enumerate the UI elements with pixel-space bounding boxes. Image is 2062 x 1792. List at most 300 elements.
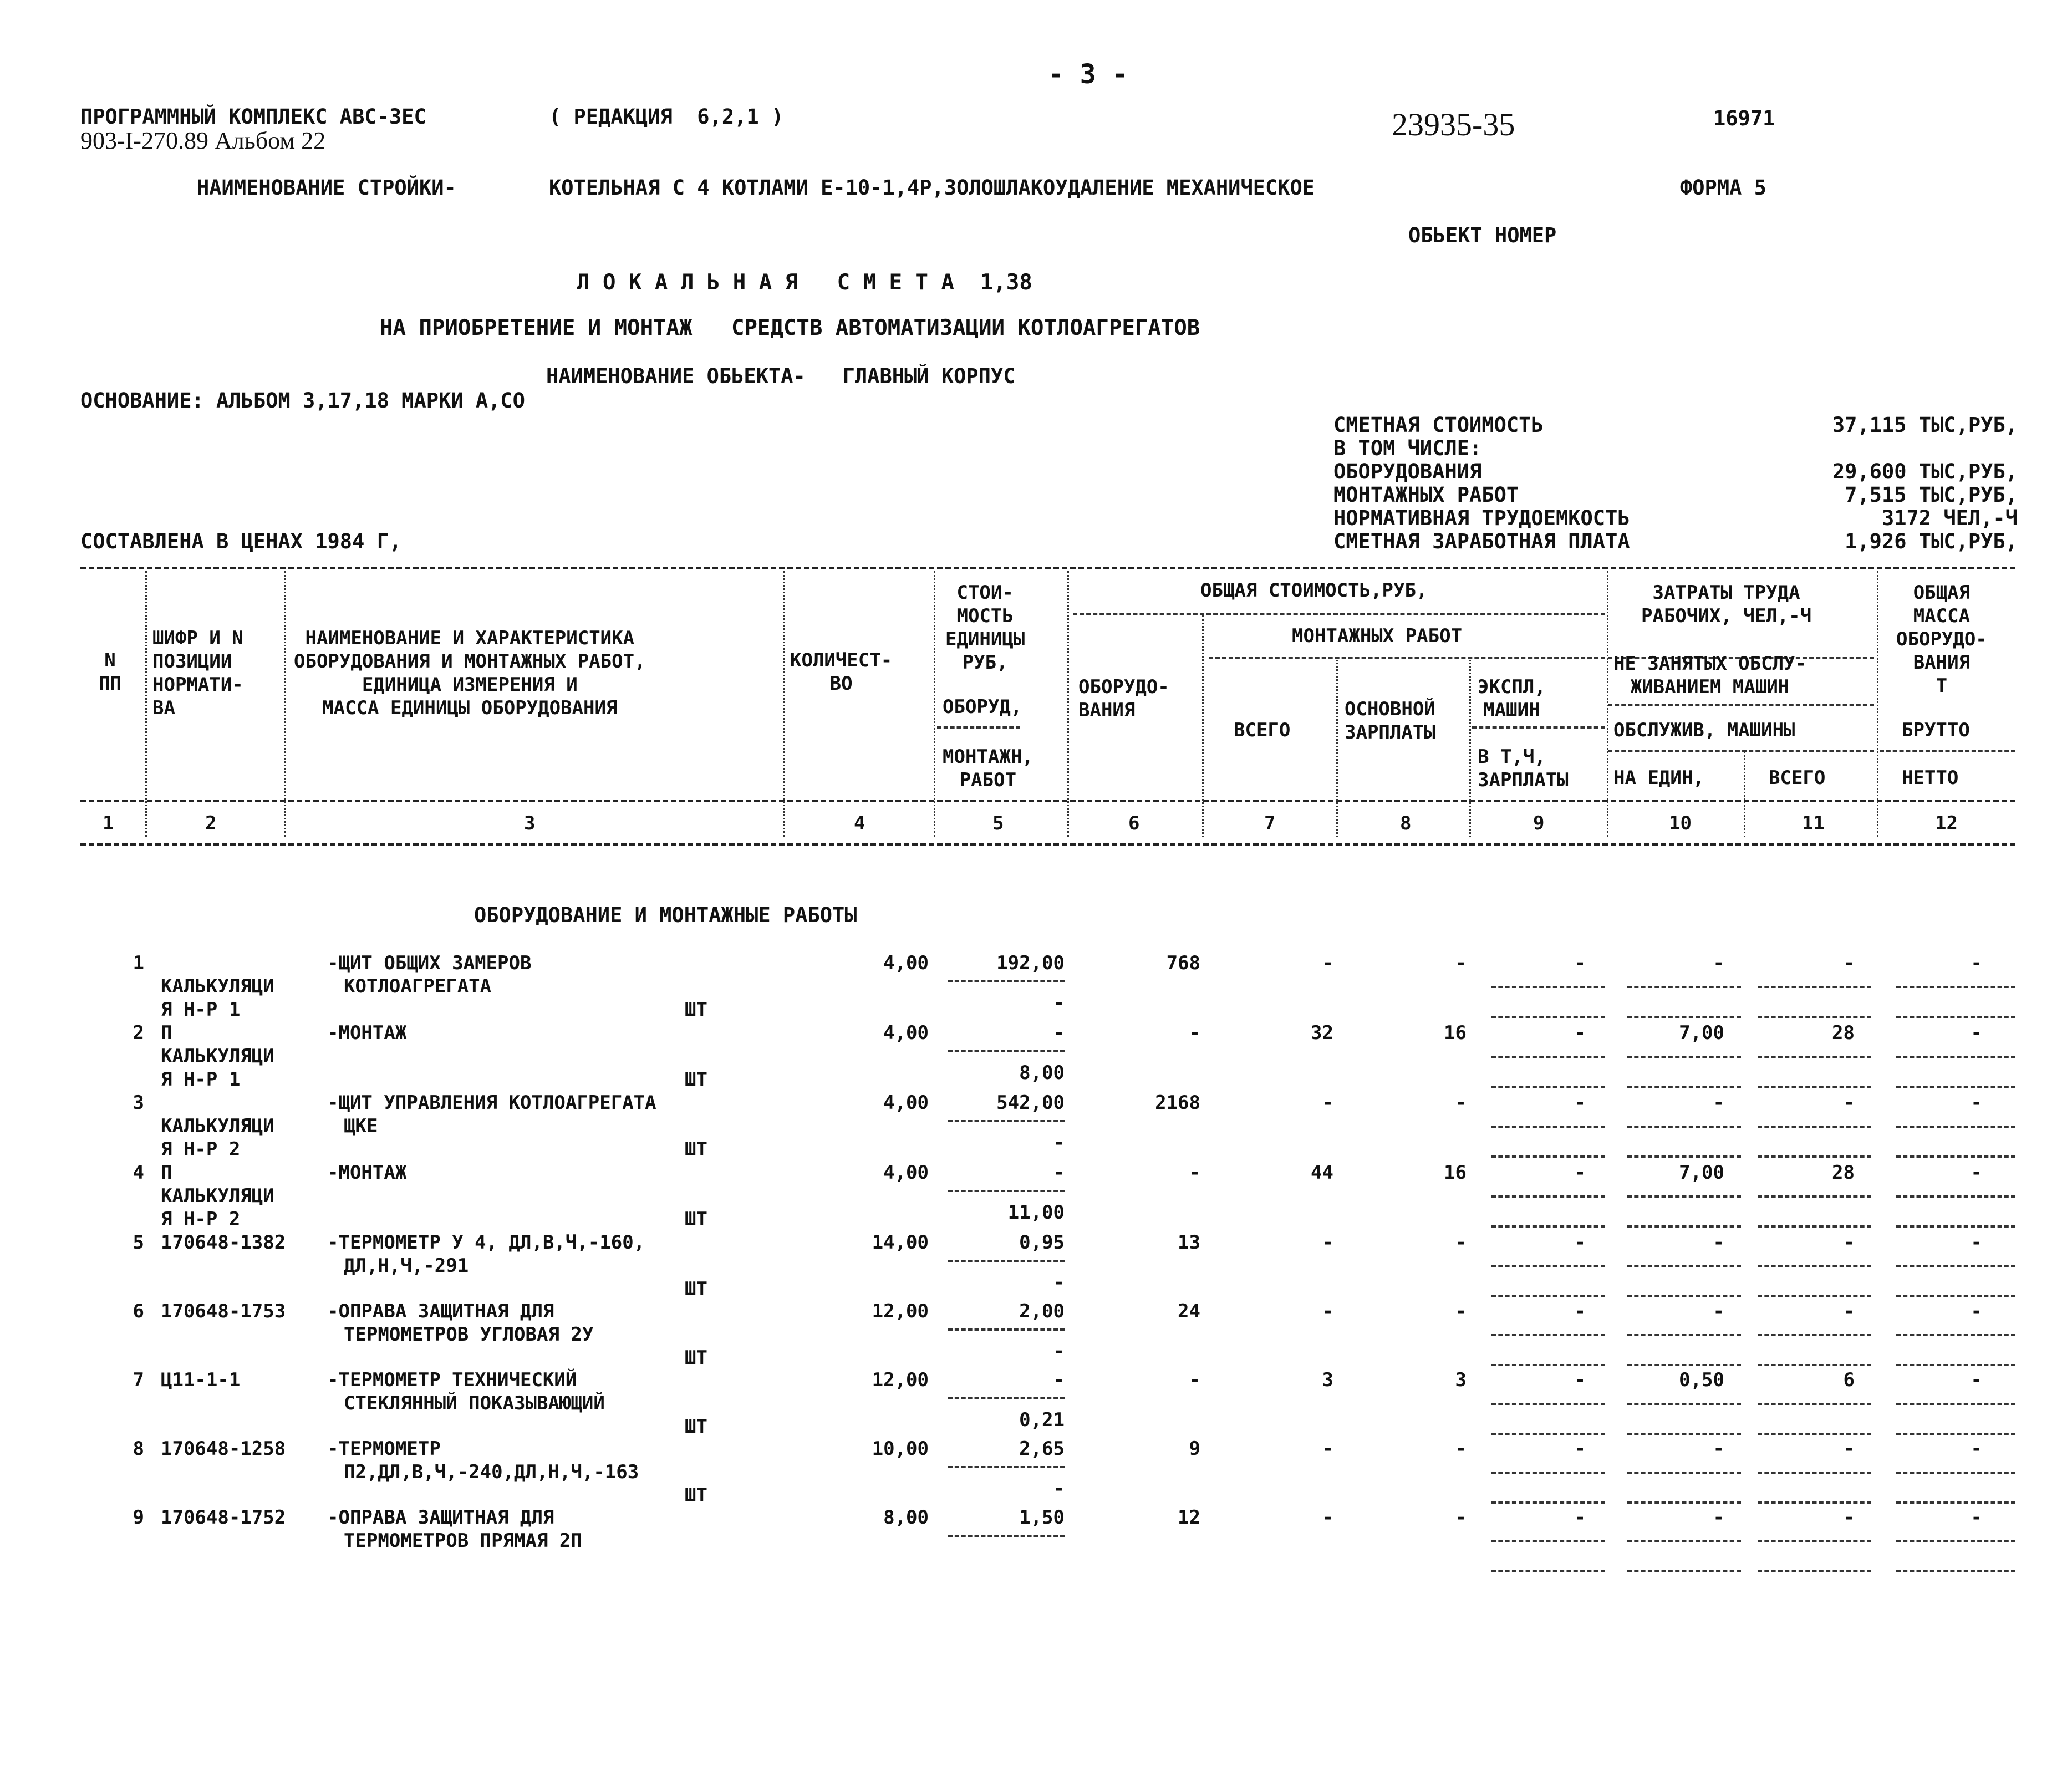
cell-rule <box>1758 1155 1871 1158</box>
document-number: 16971 <box>1713 106 1775 130</box>
cell-rule <box>1896 1265 2015 1267</box>
cell-rule <box>1491 1126 1605 1128</box>
row-labor-unit: - <box>1713 1300 1724 1322</box>
header-rule <box>1608 704 1874 706</box>
basis: ОСНОВАНИЕ: АЛЬБОМ 3,17,18 МАРКИ А,СО <box>80 389 525 413</box>
handwritten-code: 23935-35 <box>1392 106 1515 142</box>
col-number: 1 <box>103 812 114 834</box>
row-quantity: 4,00 <box>883 1162 929 1184</box>
row-labor-total: - <box>1843 1506 1855 1529</box>
construction-label: НАИМЕНОВАНИЕ СТРОЙКИ- <box>197 176 456 200</box>
cell-rule <box>1491 1295 1605 1297</box>
row-machines: - <box>1574 1231 1586 1254</box>
cell-rule <box>1896 1086 2015 1088</box>
row-code-line3: Я Н-Р 1 <box>161 999 241 1021</box>
row-code: П <box>161 1162 172 1184</box>
cell-rule <box>1491 1016 1605 1018</box>
row-number: 6 <box>133 1300 144 1322</box>
row-number: 5 <box>133 1231 144 1254</box>
column-separator <box>1877 571 1878 837</box>
row-equipment-cost: 2168 <box>1155 1092 1200 1114</box>
row-labor-unit: - <box>1713 1092 1724 1114</box>
row-unit-price: - <box>1053 1369 1065 1391</box>
cell-rule <box>1896 1334 2015 1336</box>
cell-rule <box>1491 1225 1605 1228</box>
col-header-machines-salary: В Т,Ч, ЗАРПЛАТЫ <box>1478 746 1569 791</box>
row-salary: 16 <box>1444 1162 1467 1184</box>
cell-rule <box>1627 986 1741 988</box>
col-number: 7 <box>1264 812 1276 834</box>
cell-rule <box>1758 1364 1871 1366</box>
row-total-cost: - <box>1322 1231 1333 1254</box>
cell-rule <box>1491 986 1605 988</box>
row-unit-price: 192,00 <box>996 952 1065 974</box>
col-number: 12 <box>1935 812 1958 834</box>
row-quantity: 10,00 <box>872 1438 929 1460</box>
row-machines: - <box>1574 952 1586 974</box>
cell-rule <box>1491 1086 1605 1088</box>
row-machines: - <box>1574 1506 1586 1529</box>
row-quantity: 4,00 <box>883 1022 929 1044</box>
row-number: 2 <box>133 1022 144 1044</box>
cell-rule <box>1491 1195 1605 1198</box>
construction-name: КОТЕЛЬНАЯ С 4 КОТЛАМИ Е-10-1,4Р,ЗОЛОШЛАКОУДАЛЕНИЕ МЕХАНИЧЕСКОЕ <box>549 176 1315 200</box>
summary-value: 29,600 ТЫС,РУБ, <box>1832 460 2018 483</box>
row-name: -ТЕРМОМЕТР ТЕХНИЧЕСКИЙ <box>327 1369 577 1391</box>
row-name: -ОПРАВА ЗАЩИТНАЯ ДЛЯ <box>327 1300 554 1322</box>
row-salary: - <box>1455 1300 1467 1322</box>
header-rule <box>937 726 1020 729</box>
row-unit: ШТ <box>685 999 707 1021</box>
cell-rule <box>1758 1225 1871 1228</box>
row-unit-mount-price: - <box>1053 1340 1065 1362</box>
row-mass: - <box>1971 1438 1982 1460</box>
header-rule <box>1608 750 1874 752</box>
prices-note: СОСТАВЛЕНА В ЦЕНАХ 1984 Г, <box>80 530 402 553</box>
row-total-cost: - <box>1322 1506 1333 1529</box>
row-number: 9 <box>133 1506 144 1529</box>
row-salary: - <box>1455 1231 1467 1254</box>
row-code: 170648-1382 <box>161 1231 286 1254</box>
row-unit: ШТ <box>685 1347 707 1369</box>
col-number: 6 <box>1128 812 1140 834</box>
row-number: 4 <box>133 1162 144 1184</box>
row-labor-total: - <box>1843 952 1855 974</box>
estimate-title: Л О К А Л Ь Н А Я С М Е Т А 1,38 <box>577 270 1032 295</box>
row-quantity: 4,00 <box>883 1092 929 1114</box>
row-machines: - <box>1574 1438 1586 1460</box>
col-header-total-cost: ОБЩАЯ СТОИМОСТЬ,РУБ, <box>1200 579 1428 602</box>
row-labor-total: 28 <box>1832 1022 1855 1044</box>
row-total-cost: - <box>1322 1438 1333 1460</box>
cell-rule <box>948 1535 1065 1537</box>
row-unit: ШТ <box>685 1068 707 1091</box>
cell-rule <box>1627 1501 1741 1504</box>
cell-rule <box>1491 1403 1605 1405</box>
col-header-labor-sub: НЕ ЗАНЯТЫХ ОБСЛУ- ЖИВАНИЕМ МАШИН <box>1613 653 1806 698</box>
row-code-line2: КАЛЬКУЛЯЦИ <box>161 1115 274 1137</box>
cell-rule <box>1896 986 2015 988</box>
cell-rule <box>1758 1570 1871 1572</box>
row-unit: ШТ <box>685 1208 707 1230</box>
row-name: -ЩИТ УПРАВЛЕНИЯ КОТЛОАГРЕГАТА <box>327 1092 656 1114</box>
row-name: -МОНТАЖ <box>327 1022 407 1044</box>
row-salary: - <box>1455 1092 1467 1114</box>
row-quantity: 8,00 <box>883 1506 929 1529</box>
row-code-line2: КАЛЬКУЛЯЦИ <box>161 1045 274 1067</box>
row-name-line2: ЩКЕ <box>344 1115 378 1137</box>
row-total-cost: - <box>1322 1092 1333 1114</box>
row-number: 1 <box>133 952 144 974</box>
row-labor-unit: - <box>1713 952 1724 974</box>
cell-rule <box>1758 1126 1871 1128</box>
cell-rule <box>1896 1540 2015 1542</box>
section-title: ОБОРУДОВАНИЕ И МОНТАЖНЫЕ РАБОТЫ <box>474 903 857 927</box>
row-quantity: 14,00 <box>872 1231 929 1254</box>
row-equipment-cost: - <box>1189 1022 1200 1044</box>
column-separator <box>1469 660 1471 837</box>
row-mass: - <box>1971 1022 1982 1044</box>
cell-rule <box>1627 1126 1741 1128</box>
cell-rule <box>948 1260 1065 1262</box>
row-labor-unit: - <box>1713 1438 1724 1460</box>
row-salary: - <box>1455 952 1467 974</box>
page-number: - 3 - <box>1048 59 1128 90</box>
row-unit: ШТ <box>685 1416 707 1438</box>
col-header-salary: ОСНОВНОЙ ЗАРПЛАТЫ <box>1345 698 1435 744</box>
column-separator <box>284 571 286 837</box>
col-number: 4 <box>854 812 865 834</box>
row-unit: ШТ <box>685 1278 707 1300</box>
row-total-cost: 3 <box>1322 1369 1333 1391</box>
row-code: П <box>161 1022 172 1044</box>
cell-rule <box>1896 1364 2015 1366</box>
row-labor-unit: 7,00 <box>1679 1162 1724 1184</box>
cell-rule <box>1491 1472 1605 1474</box>
cell-rule <box>1627 1403 1741 1405</box>
row-unit-price: 0,95 <box>1019 1231 1065 1254</box>
col-number: 10 <box>1669 812 1692 834</box>
summary-value: 7,515 ТЫС,РУБ, <box>1845 483 2018 507</box>
header-rule <box>1073 613 1605 615</box>
object-name: НАИМЕНОВАНИЕ ОБЬЕКТА- ГЛАВНЫЙ КОРПУС <box>546 364 1016 388</box>
col-header-net: НЕТТО <box>1902 767 1959 789</box>
row-machines: - <box>1574 1369 1586 1391</box>
col-header-mass: ОБЩАЯ МАССА ОБОРУДО- ВАНИЯ Т <box>1896 582 1987 697</box>
summary-label: СМЕТНАЯ ЗАРАБОТНАЯ ПЛАТА <box>1333 530 1630 553</box>
col-header-equipment: ОБОРУДО- ВАНИЯ <box>1078 676 1169 721</box>
row-total-cost: - <box>1322 1300 1333 1322</box>
column-numbers-rule <box>80 843 2015 846</box>
col-number: 2 <box>205 812 217 834</box>
row-salary: - <box>1455 1506 1467 1529</box>
col-number: 5 <box>992 812 1004 834</box>
cell-rule <box>1627 1016 1741 1018</box>
row-name: -ЩИТ ОБЩИХ ЗАМЕРОВ <box>327 952 532 974</box>
row-quantity: 4,00 <box>883 952 929 974</box>
row-code: 170648-1752 <box>161 1506 286 1529</box>
row-equipment-cost: - <box>1189 1162 1200 1184</box>
row-machines: - <box>1574 1092 1586 1114</box>
cell-rule <box>1896 1016 2015 1018</box>
row-labor-unit: 7,00 <box>1679 1022 1724 1044</box>
row-unit-mount-price: 0,21 <box>1019 1409 1065 1431</box>
row-name-line2: П2,ДЛ,В,Ч,-240,ДЛ,Н,Ч,-163 <box>344 1461 639 1483</box>
cell-rule <box>1758 1433 1871 1435</box>
cell-rule <box>1896 1056 2015 1058</box>
row-labor-total: - <box>1843 1300 1855 1322</box>
cell-rule <box>948 1190 1065 1192</box>
cell-rule <box>1896 1295 2015 1297</box>
col-header-mount-unit: МОНТАЖН, РАБОТ <box>943 746 1033 791</box>
row-machines: - <box>1574 1162 1586 1184</box>
cell-rule <box>1627 1472 1741 1474</box>
cell-rule <box>1896 1403 2015 1405</box>
cell-rule <box>1896 1126 2015 1128</box>
row-unit-mount-price: - <box>1053 1478 1065 1500</box>
row-name: -ТЕРМОМЕТР <box>327 1438 441 1460</box>
row-unit-mount-price: - <box>1053 1132 1065 1154</box>
col-header-code: ШИФР И N ПОЗИЦИИ НОРМАТИ- ВА <box>152 627 243 719</box>
column-separator <box>1607 571 1608 837</box>
cell-rule <box>948 1397 1065 1399</box>
program-name: ПРОГРАММНЫЙ КОМПЛЕКС АВС-3ЕС <box>80 105 426 129</box>
cell-rule <box>1491 1334 1605 1336</box>
row-machines: - <box>1574 1300 1586 1322</box>
cell-rule <box>948 1120 1065 1122</box>
cell-rule <box>1896 1195 2015 1198</box>
cell-rule <box>1896 1501 2015 1504</box>
row-equipment-cost: 768 <box>1166 952 1200 974</box>
cell-rule <box>1491 1265 1605 1267</box>
column-separator <box>145 571 147 837</box>
column-separator <box>1202 615 1204 837</box>
header-rule <box>1880 750 2015 752</box>
cell-rule <box>1491 1364 1605 1366</box>
header-rule <box>1209 657 1605 659</box>
row-unit: ШТ <box>685 1138 707 1160</box>
row-unit-price: 542,00 <box>996 1092 1065 1114</box>
row-unit-mount-price: 8,00 <box>1019 1062 1065 1084</box>
row-name-line2: СТЕКЛЯННЫЙ ПОКАЗЫВАЮЩИЙ <box>344 1392 605 1414</box>
row-code-line3: Я Н-Р 2 <box>161 1138 241 1160</box>
col-header-name: НАИМЕНОВАНИЕ И ХАРАКТЕРИСТИКА ОБОРУДОВАНИЯ И МОНТАЖНЫХ РАБОТ, ЕДИНИЦА ИЗМЕРЕНИЯ И МАССА ЕДИНИЦЫ ОБОРУДОВАНИЯ <box>294 627 646 719</box>
row-quantity: 12,00 <box>872 1300 929 1322</box>
col-header-mounting: МОНТАЖНЫХ РАБОТ <box>1292 625 1463 647</box>
row-mass: - <box>1971 1369 1982 1391</box>
column-separator <box>934 571 935 837</box>
cell-rule <box>1758 1501 1871 1504</box>
column-separator <box>1744 751 1745 837</box>
cell-rule <box>1896 1433 2015 1435</box>
cell-rule <box>1627 1570 1741 1572</box>
cell-rule <box>1758 1265 1871 1267</box>
column-separator <box>1067 571 1069 837</box>
cell-rule <box>1491 1570 1605 1572</box>
row-name-line2: КОТЛОАГРЕГАТА <box>344 975 492 997</box>
col-header-npp: N ПП <box>99 649 121 695</box>
row-unit-price: 1,50 <box>1019 1506 1065 1529</box>
row-unit-price: 2,00 <box>1019 1300 1065 1322</box>
col-header-total: ВСЕГО <box>1234 719 1291 741</box>
cell-rule <box>1627 1086 1741 1088</box>
row-code-line2: КАЛЬКУЛЯЦИ <box>161 1185 274 1207</box>
cell-rule <box>1758 1056 1871 1058</box>
summary-label: ОБОРУДОВАНИЯ <box>1333 460 1482 483</box>
row-name-line2: ТЕРМОМЕТРОВ УГЛОВАЯ 2У <box>344 1323 594 1346</box>
cell-rule <box>1491 1056 1605 1058</box>
col-number: 8 <box>1400 812 1412 834</box>
summary-label: НОРМАТИВНАЯ ТРУДОЕМКОСТЬ <box>1333 506 1630 530</box>
cell-rule <box>1758 1016 1871 1018</box>
cell-rule <box>1491 1540 1605 1542</box>
cell-rule <box>1491 1155 1605 1158</box>
header-rule <box>1472 726 1605 729</box>
row-mass: - <box>1971 1231 1982 1254</box>
row-number: 7 <box>133 1369 144 1391</box>
row-labor-total: - <box>1843 1092 1855 1114</box>
row-unit: ШТ <box>685 1484 707 1506</box>
estimate-subtitle: НА ПРИОБРЕТЕНИЕ И МОНТАЖ СРЕДСТВ АВТОМАТИЗАЦИИ КОТЛОАГРЕГАТОВ <box>380 315 1200 340</box>
summary-label: МОНТАЖНЫХ РАБОТ <box>1333 483 1519 507</box>
col-number: 9 <box>1533 812 1545 834</box>
row-labor-unit: - <box>1713 1231 1724 1254</box>
col-number: 11 <box>1802 812 1825 834</box>
cell-rule <box>1896 1570 2015 1572</box>
cell-rule <box>1896 1472 2015 1474</box>
cell-rule <box>1627 1225 1741 1228</box>
column-separator <box>783 571 785 837</box>
col-header-machines: ЭКСПЛ, МАШИН <box>1478 676 1546 721</box>
row-labor-total: 6 <box>1843 1369 1855 1391</box>
cell-rule <box>948 1328 1065 1331</box>
cell-rule <box>1627 1195 1741 1198</box>
col-header-qty: КОЛИЧЕСТ- ВО <box>790 649 893 695</box>
cell-rule <box>1758 1540 1871 1542</box>
cell-rule <box>948 980 1065 982</box>
col-header-per-unit: НА ЕДИН, <box>1613 767 1704 789</box>
row-unit-price: - <box>1053 1022 1065 1044</box>
summary-value: 1,926 ТЫС,РУБ, <box>1845 530 2018 553</box>
col-header-gross: БРУТТО <box>1902 719 1970 741</box>
row-mass: - <box>1971 1506 1982 1529</box>
cell-rule <box>1758 1295 1871 1297</box>
row-number: 8 <box>133 1438 144 1460</box>
col-number: 3 <box>524 812 536 834</box>
row-unit-mount-price: 11,00 <box>1007 1202 1065 1224</box>
row-code-line2: КАЛЬКУЛЯЦИ <box>161 975 274 997</box>
cell-rule <box>1758 986 1871 988</box>
row-total-cost: 44 <box>1311 1162 1333 1184</box>
row-total-cost: 32 <box>1311 1022 1333 1044</box>
summary-label: СМЕТНАЯ СТОИМОСТЬ <box>1333 413 1544 437</box>
row-total-cost: - <box>1322 952 1333 974</box>
cell-rule <box>1896 1225 2015 1228</box>
col-header-labor-machines: ОБСЛУЖИВ, МАШИНЫ <box>1613 719 1795 741</box>
row-code: 170648-1258 <box>161 1438 286 1460</box>
col-header-labor: ЗАТРАТЫ ТРУДА РАБОЧИХ, ЧЕЛ,-Ч <box>1641 582 1812 627</box>
cell-rule <box>1627 1540 1741 1542</box>
row-equipment-cost: 24 <box>1178 1300 1200 1322</box>
row-machines: - <box>1574 1022 1586 1044</box>
cell-rule <box>1758 1334 1871 1336</box>
row-mass: - <box>1971 1092 1982 1114</box>
cell-rule <box>1491 1433 1605 1435</box>
row-labor-unit: - <box>1713 1506 1724 1529</box>
row-salary: - <box>1455 1438 1467 1460</box>
row-labor-total: - <box>1843 1231 1855 1254</box>
row-equipment-cost: 12 <box>1178 1506 1200 1529</box>
row-mass: - <box>1971 1162 1982 1184</box>
row-code-line3: Я Н-Р 1 <box>161 1068 241 1091</box>
row-code: Ц11-1-1 <box>161 1369 241 1391</box>
col-header-equip-unit: ОБОРУД, <box>943 696 1022 718</box>
row-equipment-cost: - <box>1189 1369 1200 1391</box>
row-unit-mount-price: - <box>1053 992 1065 1014</box>
row-labor-total: 28 <box>1832 1162 1855 1184</box>
column-separator <box>1336 660 1338 837</box>
cell-rule <box>1627 1334 1741 1336</box>
row-salary: 16 <box>1444 1022 1467 1044</box>
cell-rule <box>1758 1086 1871 1088</box>
row-salary: 3 <box>1455 1369 1467 1391</box>
row-equipment-cost: 13 <box>1178 1231 1200 1254</box>
program-edition: ( РЕДАКЦИЯ 6,2,1 ) <box>549 105 784 129</box>
cell-rule <box>1758 1195 1871 1198</box>
row-name-line2: ДЛ,Н,Ч,-291 <box>344 1255 469 1277</box>
row-name: -МОНТАЖ <box>327 1162 407 1184</box>
row-unit-price: 2,65 <box>1019 1438 1065 1460</box>
row-name-line2: ТЕРМОМЕТРОВ ПРЯМАЯ 2П <box>344 1530 582 1552</box>
row-name: -ТЕРМОМЕТР У 4, ДЛ,В,Ч,-160, <box>327 1231 645 1254</box>
cell-rule <box>1896 1155 2015 1158</box>
row-equipment-cost: 9 <box>1189 1438 1200 1460</box>
row-code: 170648-1753 <box>161 1300 286 1322</box>
cell-rule <box>1758 1472 1871 1474</box>
summary-value: 37,115 ТЫС,РУБ, <box>1832 413 2018 437</box>
cell-rule <box>1627 1433 1741 1435</box>
cell-rule <box>1627 1056 1741 1058</box>
form-number: ФОРМА 5 <box>1680 176 1766 200</box>
summary-label: В ТОМ ЧИСЛЕ: <box>1333 436 1482 460</box>
row-unit-mount-price: - <box>1053 1271 1065 1294</box>
col-header-unit-price: СТОИ- МОСТЬ ЕДИНИЦЫ РУБ, <box>945 582 1025 674</box>
cell-rule <box>1627 1265 1741 1267</box>
row-code-line3: Я Н-Р 2 <box>161 1208 241 1230</box>
cell-rule <box>1491 1501 1605 1504</box>
object-number-label: ОБЬЕКТ НОМЕР <box>1408 223 1557 247</box>
row-labor-unit: 0,50 <box>1679 1369 1724 1391</box>
row-mass: - <box>1971 952 1982 974</box>
album-reference: 903-I-270.89 Альбом 22 <box>80 127 326 154</box>
cell-rule <box>948 1466 1065 1468</box>
row-name: -ОПРАВА ЗАЩИТНАЯ ДЛЯ <box>327 1506 554 1529</box>
table-top-rule <box>80 567 2015 569</box>
cell-rule <box>1627 1295 1741 1297</box>
cell-rule <box>1627 1155 1741 1158</box>
row-number: 3 <box>133 1092 144 1114</box>
row-quantity: 12,00 <box>872 1369 929 1391</box>
row-unit-price: - <box>1053 1162 1065 1184</box>
header-bottom-rule <box>80 800 2015 802</box>
summary-value: 3172 ЧЕЛ,-Ч <box>1881 506 2018 530</box>
row-labor-total: - <box>1843 1438 1855 1460</box>
row-mass: - <box>1971 1300 1982 1322</box>
cell-rule <box>1758 1403 1871 1405</box>
cell-rule <box>1627 1364 1741 1366</box>
cell-rule <box>948 1050 1065 1052</box>
col-header-labor-total: ВСЕГО <box>1769 767 1826 789</box>
